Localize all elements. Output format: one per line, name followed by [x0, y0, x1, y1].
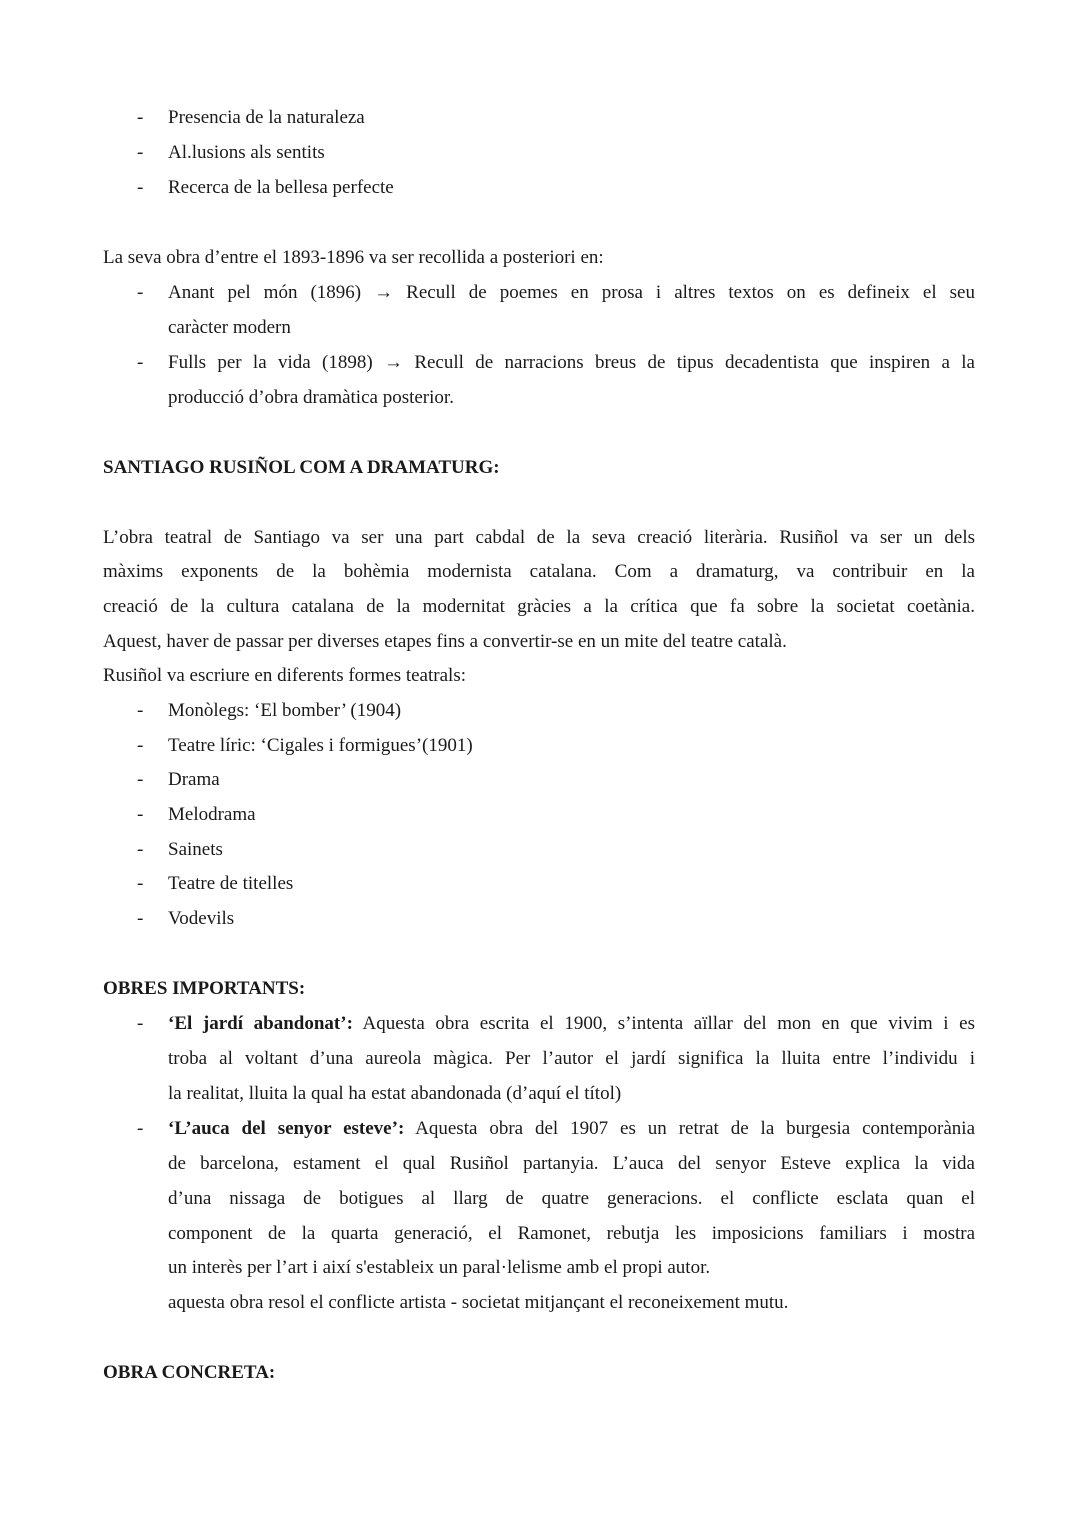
list-item: - ‘L’auca del senyor esteve’: Aquesta obra del 1907 es un retrat de la burgesia contemporània	[137, 1118, 976, 1139]
section-heading: SANTIAGO RUSIÑOL COM A DRAMATURG:	[103, 457, 500, 478]
list-item-continuation: component de la quarta generació, el Ramonet, rebutja les imposicions familiars i mostra	[168, 1223, 975, 1244]
list-item-continuation: la realitat, lluita la qual ha estat abandonada (d’aquí el títol)	[168, 1083, 622, 1104]
list-item: - Vodevils	[137, 908, 235, 929]
list-item: - Al.lusions als sentits	[137, 142, 325, 163]
list-item-continuation: troba al voltant d’una aureola màgica. Per l’autor el jardí significa la lluita entre l’individu i	[168, 1048, 975, 1069]
intro-text: La seva obra d’entre el 1893-1896 va ser recollida a posteriori en:	[103, 247, 604, 268]
list-item-continuation: producció d’obra dramàtica posterior.	[168, 387, 454, 408]
list-item: - Melodrama	[137, 804, 256, 825]
list-item: - Fulls per la vida (1898) → Recull de narracions breus de tipus decadentista que inspiren a la	[137, 352, 975, 373]
paragraph-line: creació de la cultura catalana de la modernitat gràcies a la crítica que fa sobre la societat coetània.	[103, 596, 975, 617]
section-heading: OBRES IMPORTANTS:	[103, 978, 306, 999]
list-item-continuation: un interès per l’art i així s'estableix un paral·lelisme amb el propi autor.	[168, 1257, 711, 1278]
list-item: - Recerca de la bellesa perfecte	[137, 177, 394, 198]
list-item: - Monòlegs: ‘El bomber’ (1904)	[137, 700, 402, 721]
list-item: - ‘El jardí abandonat’: Aquesta obra escrita el 1900, s’intenta aïllar del mon en que vivim i es	[137, 1013, 976, 1034]
list-item: - Teatre de titelles	[137, 873, 294, 894]
work-title: ‘L’auca del senyor esteve’:	[168, 1118, 405, 1139]
list-item: - Teatre líric: ‘Cigales i formigues’(1901)	[137, 735, 473, 756]
section-heading: OBRA CONCRETA:	[103, 1362, 276, 1383]
paragraph-line: Rusiñol va escriure en diferents formes teatrals:	[103, 665, 466, 686]
paragraph-line: L’obra teatral de Santiago va ser una part cabdal de la seva creació literària. Rusiñol va ser un dels	[103, 527, 975, 548]
list-item-continuation: caràcter modern	[168, 317, 291, 338]
work-title: ‘El jardí abandonat’:	[168, 1013, 353, 1034]
list-item: - Anant pel món (1896) → Recull de poemes en prosa i altres textos on es defineix el seu	[137, 282, 975, 303]
paragraph-line: Aquest, haver de passar per diverses etapes fins a convertir-se en un mite del teatre català.	[103, 631, 787, 652]
list-item-continuation: de barcelona, estament el qual Rusiñol partanyia. L’auca del senyor Esteve explica la vida	[168, 1153, 975, 1174]
list-item-continuation: d’una nissaga de botigues al llarg de quatre generacions. el conflicte esclata quan el	[168, 1188, 975, 1209]
paragraph-line: màxims exponents de la bohèmia modernista catalana. Com a dramaturg, va contribuir en la	[103, 561, 975, 582]
list-item: - Presencia de la naturaleza	[137, 107, 365, 128]
list-item: - Sainets	[137, 839, 223, 860]
list-item: - Drama	[137, 769, 220, 790]
list-item-continuation: aquesta obra resol el conflicte artista - societat mitjançant el reconeixement mutu.	[168, 1292, 789, 1313]
